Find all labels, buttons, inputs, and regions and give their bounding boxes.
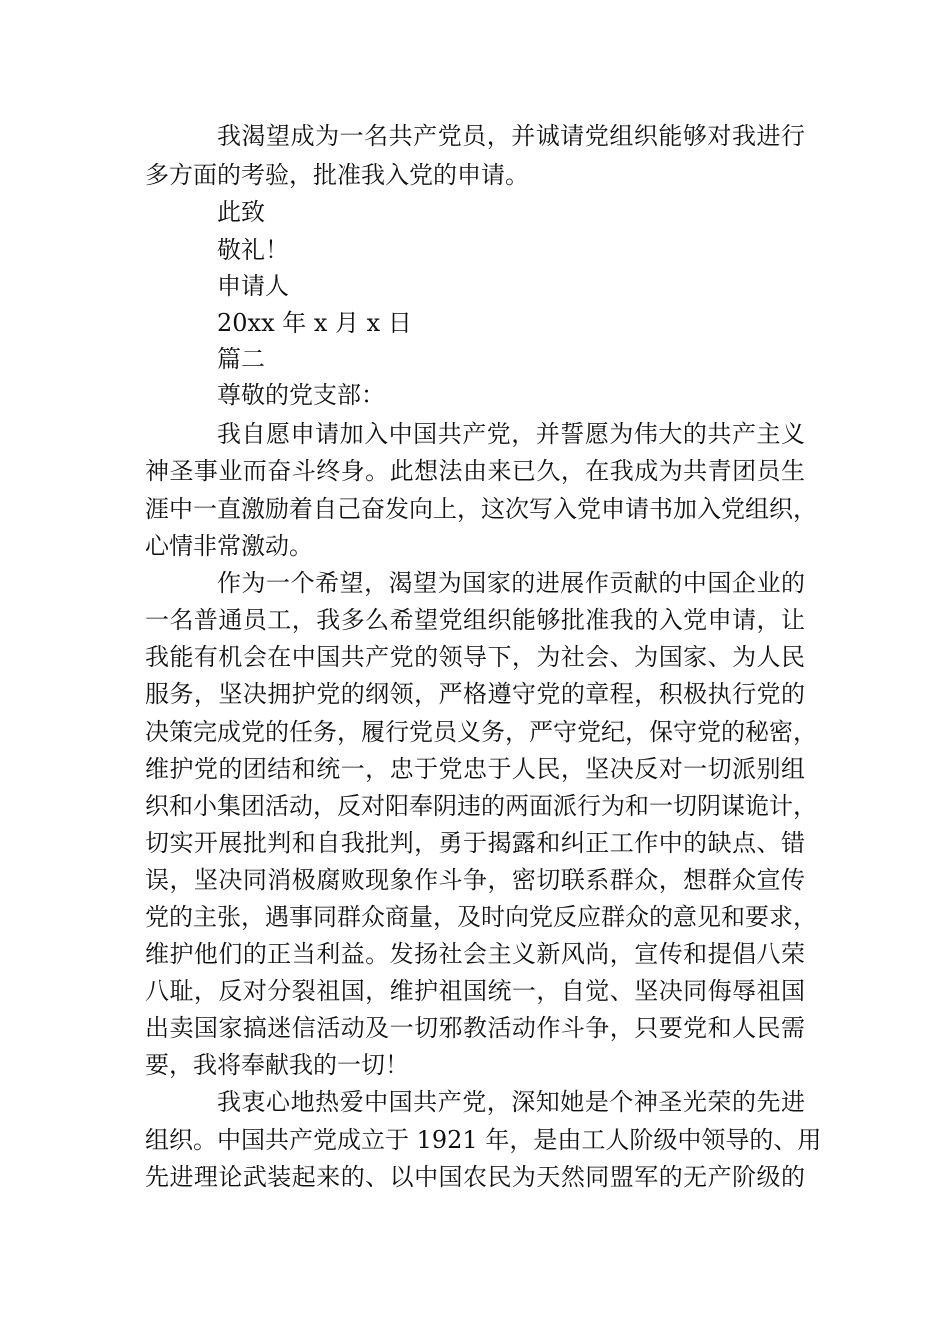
paragraph-line: 作为一个希望，渴望为国家的进展作贡献的中国企业的: [217, 569, 805, 597]
section-heading: 篇二: [217, 345, 265, 373]
paragraph-line: 要，我将奉献我的一切！: [145, 1051, 409, 1079]
paragraph-line: 我衷心地热爱中国共产党，深知她是个神圣光荣的先进: [217, 1088, 805, 1116]
paragraph-line: 涯中一直激励着自己奋发向上，这次写入党申请书加入党组织，: [145, 495, 817, 523]
paragraph-line: 决策完成党的任务，履行党员义务，严守党纪，保守党的秘密，: [145, 718, 817, 746]
paragraph-line: 八耻，反对分裂祖国，维护祖国统一，自觉、坚决同侮辱祖国: [145, 977, 805, 1005]
salutation: 尊敬的党支部：: [217, 381, 385, 409]
paragraph-line: 误，坚决同消极腐败现象作斗争，密切联系群众，想群众宣传: [145, 866, 805, 894]
paragraph-line: 我渴望成为一名共产党员，并诚请党组织能够对我进行: [217, 122, 805, 150]
paragraph-line: 织和小集团活动，反对阳奉阴违的两面派行为和一切阴谋诡计，: [145, 792, 817, 820]
paragraph-line: 切实开展批判和自我批判，勇于揭露和纠正工作中的缺点、错: [145, 829, 805, 857]
paragraph-line: 党的主张，遇事同群众商量，及时向党反应群众的意见和要求，: [145, 903, 817, 931]
paragraph-line: 一名普通员工，我多么希望党组织能够批准我的入党申请，让: [145, 606, 805, 634]
applicant-label: 申请人: [217, 272, 289, 300]
paragraph-line: 先进理论武装起来的、以中国农民为天然同盟军的无产阶级的: [145, 1163, 805, 1191]
paragraph-line: 神圣事业而奋斗终身。此想法由来已久，在我成为共青团员生: [145, 457, 805, 485]
date-line: 20xx 年 x 月 x 日: [217, 309, 412, 337]
paragraph-line: 多方面的考验，批准我入党的申请。: [145, 161, 529, 189]
paragraph-line: 服务，坚决拥护党的纲领，严格遵守党的章程，积极执行党的: [145, 680, 805, 708]
closing-respect: 敬礼！: [217, 236, 289, 264]
paragraph-line: 组织。中国共产党成立于 1921 年，是由工人阶级中领导的、用: [145, 1126, 822, 1154]
closing-salutation: 此致: [217, 198, 265, 226]
paragraph-line: 出卖国家搞迷信活动及一切邪教活动作斗争，只要党和人民需: [145, 1014, 805, 1042]
paragraph-line: 维护他们的正当利益。发扬社会主义新风尚，宣传和提倡八荣: [145, 940, 805, 968]
paragraph-line: 心情非常激动。: [145, 532, 313, 560]
paragraph-line: 我自愿申请加入中国共产党，并誓愿为伟大的共产主义: [217, 420, 805, 448]
paragraph-line: 我能有机会在中国共产党的领导下，为社会、为国家、为人民: [145, 643, 805, 671]
paragraph-line: 维护党的团结和统一，忠于党忠于人民，坚决反对一切派别组: [145, 755, 805, 783]
